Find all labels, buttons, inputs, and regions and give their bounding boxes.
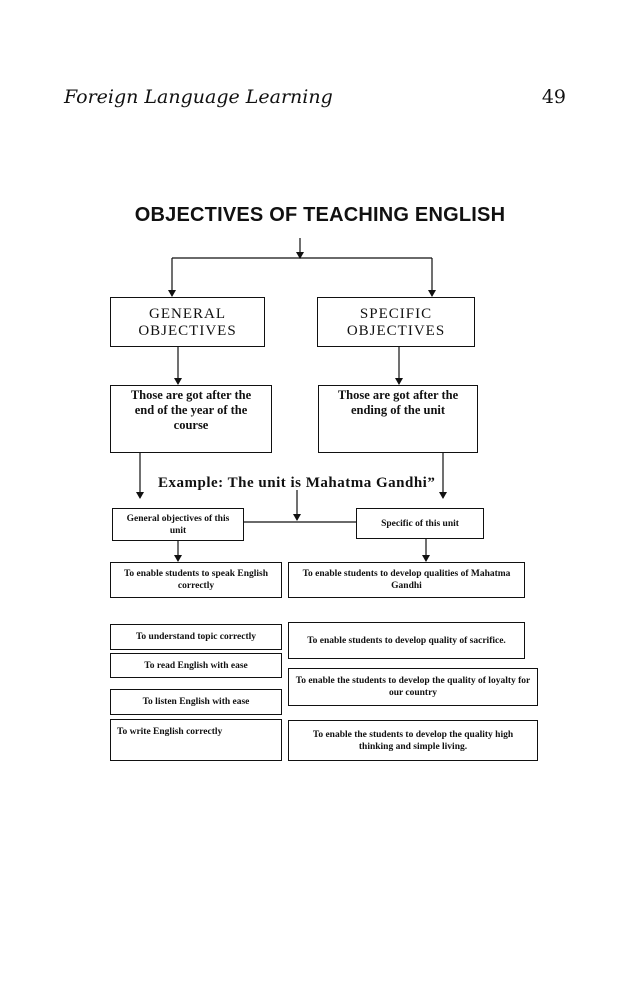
arrow-specific-example	[439, 492, 447, 499]
specific-unit-main-box	[288, 562, 525, 598]
arrow-general-main	[174, 555, 182, 562]
arrow-specific	[428, 290, 436, 297]
general-item: To write English correctly	[117, 727, 223, 737]
general-unit-box	[112, 508, 244, 541]
specific-item-box	[288, 668, 538, 706]
specific-objectives-box	[317, 297, 475, 347]
general-objectives-box	[110, 297, 265, 347]
specific-item: To enable the students to develop the quality of loyalty for our country	[295, 676, 531, 698]
arrow-specific-main	[422, 555, 430, 562]
arrow-specific-desc	[395, 378, 403, 385]
general-description-box	[110, 385, 272, 453]
specific-item-box	[288, 622, 525, 659]
arrow-example-stem	[293, 514, 301, 521]
specific-unit-label: Specific of this unit	[381, 518, 459, 529]
specific-item-box	[288, 720, 538, 761]
arrow-general-example	[136, 492, 144, 499]
specific-description: Those are got after the ending of the unit	[337, 388, 459, 417]
general-item-box	[110, 719, 282, 761]
general-description: Those are got after the end of the year of the course	[130, 388, 252, 432]
specific-item: To enable the students to develop the quality high thinking and simple living.	[312, 729, 514, 752]
page-number: 49	[541, 86, 566, 108]
general-item-box	[110, 624, 282, 650]
diagram-title: OBJECTIVES OF TEACHING ENGLISH	[134, 204, 506, 226]
general-item-box	[110, 689, 282, 715]
general-item: To listen English with ease	[142, 697, 250, 707]
general-item: To read English with ease	[144, 660, 248, 671]
general-objectives-label: GENERAL OBJECTIVES	[138, 306, 237, 339]
running-head: Foreign Language Learning	[64, 86, 333, 108]
arrow-general	[168, 290, 176, 297]
specific-description-box	[318, 385, 478, 453]
specific-unit-box	[356, 508, 484, 539]
general-unit-main: To enable students to speak English correctly	[123, 569, 269, 591]
general-unit-label: General objectives of this unit	[126, 513, 230, 536]
arrow-general-desc	[174, 378, 182, 385]
general-item-box	[110, 653, 282, 678]
general-item: To understand topic correctly	[135, 632, 257, 642]
specific-item: To enable students to develop quality of sacrifice.	[307, 635, 506, 646]
specific-objectives-label: SPECIFIC OBJECTIVES	[346, 306, 446, 339]
general-unit-main-box	[110, 562, 282, 598]
specific-unit-main: To enable students to develop qualities of Mahatma Gandhi	[302, 569, 511, 591]
example-caption: Example: The unit is Mahatma Gandhi”	[158, 475, 436, 491]
